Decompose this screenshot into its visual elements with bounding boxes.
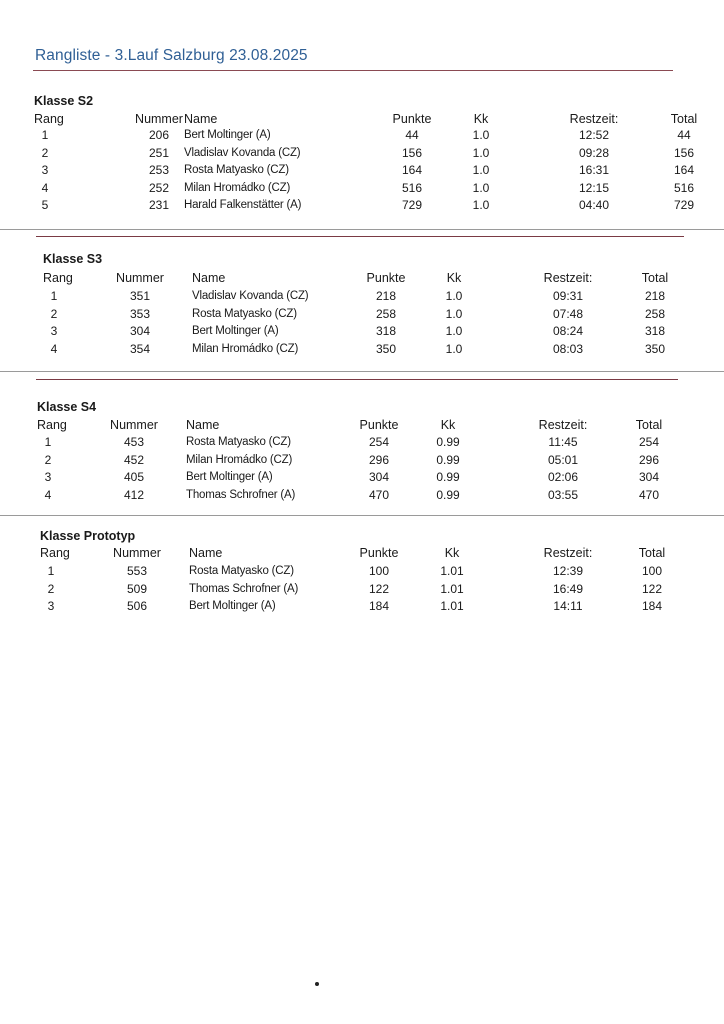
scan-speck (315, 982, 319, 986)
cell-kk: 1.0 (472, 163, 490, 177)
cell-punkte: 164 (401, 163, 423, 177)
column-header-punkte: Punkte (359, 546, 399, 560)
cell-total: 516 (673, 180, 695, 195)
cell-punkte: 218 (375, 289, 397, 303)
cell-kk: 0.99 (436, 470, 460, 484)
cell-rang: 2 (47, 581, 55, 596)
cell-total: 218 (644, 289, 666, 303)
section-divider-red (36, 379, 678, 380)
cell-name: Thomas Schrofner (A) (186, 488, 296, 501)
cell-name: Bert Moltinger (A) (192, 325, 279, 337)
cell-nummer: 252 (148, 180, 170, 195)
cell-restzeit: 16:49 (552, 581, 584, 596)
cell-nummer: 405 (123, 470, 145, 484)
document-title: Rangliste - 3.Lauf Salzburg 23.08.2025 (35, 47, 308, 64)
cell-rang: 1 (44, 435, 52, 449)
cell-total: 122 (641, 581, 663, 596)
cell-restzeit: 14:11 (553, 599, 583, 613)
cell-nummer: 354 (129, 341, 151, 356)
cell-rang: 3 (50, 324, 58, 338)
cell-kk: 1.0 (472, 180, 490, 195)
cell-punkte: 729 (401, 198, 423, 212)
cell-punkte: 184 (368, 599, 390, 613)
cell-name: Vladislav Kovanda (CZ) (192, 290, 309, 302)
cell-nummer: 351 (129, 289, 151, 303)
cell-name: Milan Hromádko (CZ) (192, 342, 299, 355)
cell-rang: 3 (41, 163, 49, 177)
column-header-nummer: Nummer (110, 418, 158, 432)
cell-rang: 4 (50, 341, 58, 356)
cell-restzeit: 07:48 (552, 306, 584, 321)
cell-rang: 4 (41, 180, 49, 195)
section-divider (0, 229, 724, 230)
column-header-name: Name (192, 271, 226, 285)
cell-nummer: 509 (126, 581, 148, 596)
cell-nummer: 206 (148, 128, 170, 142)
cell-punkte: 44 (405, 128, 419, 142)
column-header-restzeit: Restzeit: (543, 546, 593, 560)
cell-rang: 2 (44, 452, 52, 467)
column-header-restzeit: Restzeit: (543, 271, 593, 285)
cell-kk: 1.01 (440, 599, 464, 613)
cell-total: 318 (644, 324, 666, 338)
cell-total: 254 (638, 435, 660, 449)
cell-nummer: 553 (126, 564, 148, 578)
cell-total: 350 (644, 341, 666, 356)
cell-nummer: 453 (123, 435, 145, 449)
cell-name: Bert Moltinger (A) (186, 471, 273, 483)
section-title: Klasse Prototyp (40, 529, 136, 543)
column-header-nummer: Nummer (135, 112, 183, 126)
column-header-rang: Rang (43, 271, 73, 285)
column-header-rang: Rang (40, 546, 70, 560)
cell-nummer: 353 (129, 306, 151, 321)
cell-nummer: 231 (148, 198, 170, 212)
column-header-kk: Kk (440, 418, 456, 432)
cell-punkte: 122 (368, 581, 390, 596)
cell-total: 184 (641, 599, 663, 613)
cell-kk: 1.01 (440, 581, 464, 596)
cell-punkte: 516 (401, 180, 423, 195)
cell-punkte: 304 (368, 470, 390, 484)
cell-total: 729 (673, 198, 695, 212)
cell-kk: 0.99 (436, 452, 460, 467)
cell-restzeit: 09:28 (578, 145, 610, 160)
column-header-punkte: Punkte (366, 271, 406, 285)
cell-restzeit: 12:15 (578, 180, 610, 195)
cell-restzeit: 12:52 (578, 128, 610, 142)
cell-kk: 1.01 (440, 564, 464, 578)
column-header-restzeit: Restzeit: (569, 112, 619, 126)
cell-punkte: 100 (368, 564, 390, 578)
column-header-total: Total (670, 112, 698, 126)
cell-nummer: 412 (123, 487, 145, 502)
cell-kk: 1.0 (445, 289, 463, 303)
column-header-total: Total (635, 418, 663, 432)
cell-nummer: 452 (123, 452, 145, 467)
cell-total: 156 (673, 145, 695, 160)
cell-rang: 3 (44, 470, 52, 484)
cell-restzeit: 12:39 (552, 564, 584, 578)
cell-punkte: 296 (368, 452, 390, 467)
cell-rang: 1 (41, 128, 49, 142)
cell-nummer: 506 (126, 599, 148, 613)
cell-rang: 1 (47, 564, 55, 578)
cell-rang: 5 (41, 198, 49, 212)
column-header-kk: Kk (444, 546, 460, 560)
cell-punkte: 156 (401, 145, 423, 160)
cell-punkte: 258 (375, 306, 397, 321)
cell-total: 44 (677, 128, 691, 142)
cell-punkte: 254 (368, 435, 390, 449)
column-header-kk: Kk (473, 112, 489, 126)
cell-punkte: 318 (375, 324, 397, 338)
cell-name: Milan Hromádko (CZ) (186, 453, 293, 466)
section-divider-red (36, 236, 684, 237)
cell-restzeit: 11:45 (548, 435, 578, 449)
section-divider (0, 515, 724, 516)
section-title: Klasse S2 (34, 94, 94, 108)
cell-restzeit: 08:24 (552, 324, 584, 338)
cell-name: Rosta Matyasko (CZ) (186, 436, 291, 448)
cell-name: Milan Hromádko (CZ) (184, 181, 291, 194)
cell-kk: 1.0 (472, 198, 490, 212)
cell-restzeit: 08:03 (552, 341, 584, 356)
column-header-name: Name (186, 418, 220, 432)
column-header-rang: Rang (37, 418, 67, 432)
cell-kk: 1.0 (445, 341, 463, 356)
column-header-name: Name (184, 112, 218, 126)
column-header-kk: Kk (446, 271, 462, 285)
cell-restzeit: 16:31 (578, 163, 610, 177)
cell-kk: 1.0 (445, 324, 463, 338)
cell-nummer: 251 (148, 145, 170, 160)
cell-name: Bert Moltinger (A) (189, 600, 276, 612)
cell-total: 304 (638, 470, 660, 484)
cell-total: 258 (644, 306, 666, 321)
cell-rang: 2 (41, 145, 49, 160)
cell-punkte: 470 (368, 487, 390, 502)
cell-restzeit: 05:01 (547, 452, 579, 467)
cell-kk: 1.0 (445, 306, 463, 321)
cell-name: Vladislav Kovanda (CZ) (184, 146, 301, 159)
cell-rang: 4 (44, 487, 52, 502)
cell-restzeit: 09:31 (552, 289, 584, 303)
column-header-punkte: Punkte (359, 418, 399, 432)
cell-kk: 0.99 (436, 435, 460, 449)
column-header-name: Name (189, 546, 223, 560)
cell-restzeit: 04:40 (578, 198, 610, 212)
section-title: Klasse S3 (43, 252, 103, 266)
cell-name: Rosta Matyasko (CZ) (184, 164, 289, 176)
cell-nummer: 253 (148, 163, 170, 177)
title-underline (33, 70, 673, 71)
cell-kk: 1.0 (472, 145, 490, 160)
cell-total: 100 (641, 564, 663, 578)
column-header-rang: Rang (34, 112, 64, 126)
section-title: Klasse S4 (37, 400, 97, 414)
cell-punkte: 350 (375, 341, 397, 356)
column-header-total: Total (638, 546, 666, 560)
cell-total: 470 (638, 487, 660, 502)
cell-restzeit: 02:06 (547, 470, 579, 484)
cell-restzeit: 03:55 (547, 487, 579, 502)
section-divider (0, 371, 724, 372)
column-header-nummer: Nummer (113, 546, 161, 560)
cell-rang: 2 (50, 306, 58, 321)
cell-kk: 0.99 (436, 487, 460, 502)
cell-name: Thomas Schrofner (A) (189, 582, 299, 595)
cell-name: Harald Falkenstätter (A) (184, 199, 302, 211)
cell-kk: 1.0 (472, 128, 490, 142)
cell-name: Rosta Matyasko (CZ) (192, 307, 297, 320)
cell-name: Rosta Matyasko (CZ) (189, 565, 294, 577)
column-header-punkte: Punkte (392, 112, 432, 126)
column-header-restzeit: Restzeit: (538, 418, 588, 432)
cell-total: 296 (638, 452, 660, 467)
column-header-total: Total (641, 271, 669, 285)
cell-rang: 3 (47, 599, 55, 613)
cell-name: Bert Moltinger (A) (184, 129, 271, 141)
cell-total: 164 (673, 163, 695, 177)
cell-nummer: 304 (129, 324, 151, 338)
cell-rang: 1 (50, 289, 58, 303)
column-header-nummer: Nummer (116, 271, 164, 285)
